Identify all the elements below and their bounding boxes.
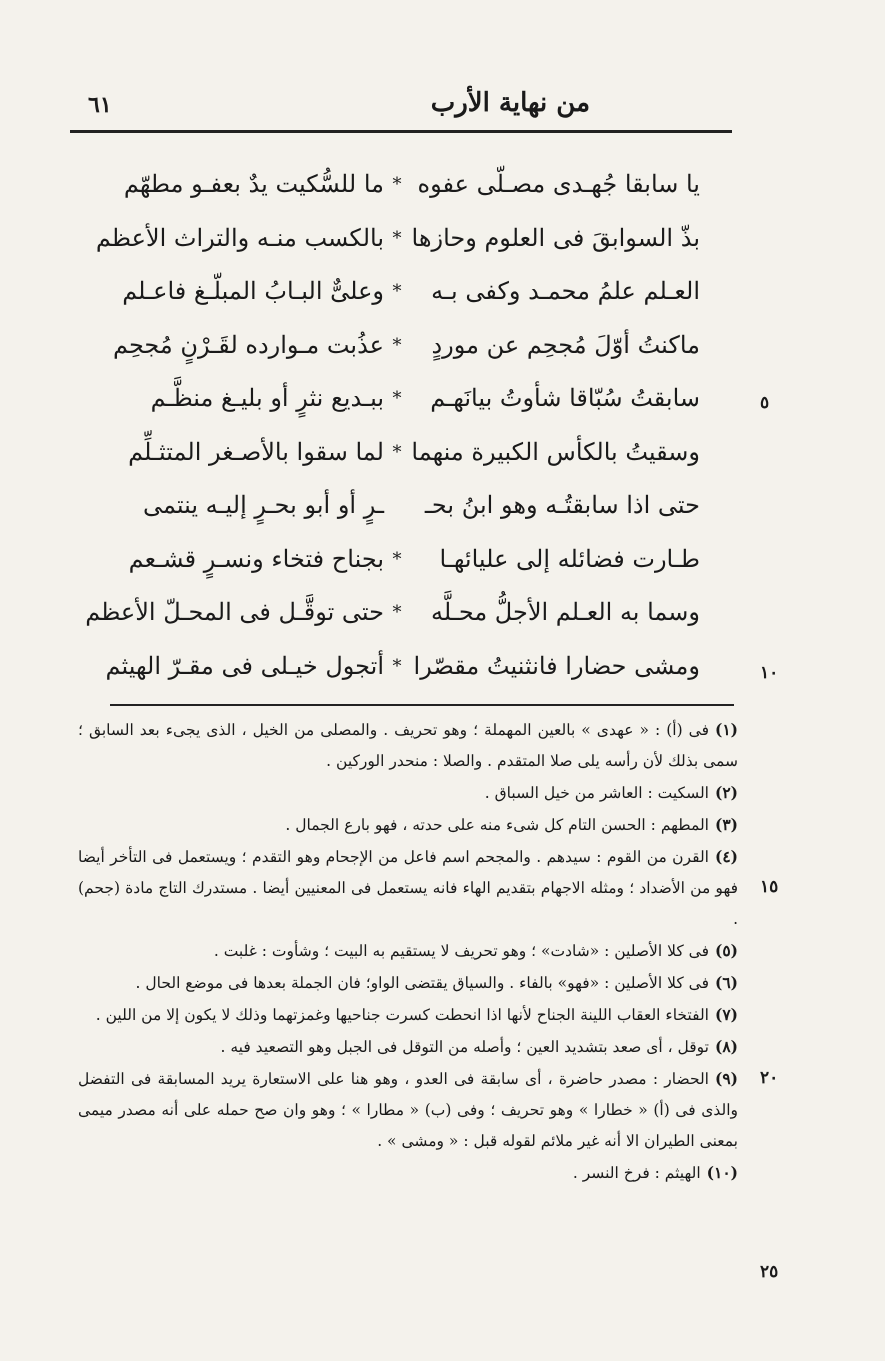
verse-first-hemistich: حتى اذا سابقتُـه وهو ابنُ بحـ [424, 491, 700, 519]
page-number: ٦١ [88, 92, 112, 118]
verse [100, 311, 700, 365]
page-header [70, 88, 730, 128]
footnote-text: الفتخاء العقاب اللينة الجناح لأنها اذا انحطت كسرت جناحيها وغمزتهما وذلك لا يكون إلا من اللين . [95, 1006, 709, 1024]
verse-first-hemistich: ماكنتُ أوّلَ مُجحِم عن موردٍ [431, 330, 700, 359]
footnote-number: (٥) [714, 941, 738, 960]
footnote-number: (١) [714, 720, 738, 739]
verse-separator: * [392, 441, 402, 463]
verse-second-hemistich: بجناح فتخاء ونسـرٍ قشـعم [128, 544, 384, 573]
footnote-text: السكيت : العاشر من خيل السباق . [484, 784, 709, 802]
verse-second-hemistich: أتجول خيـلى فى مقـرّ الهيثم [105, 651, 384, 680]
footnote [78, 999, 738, 1031]
footnote-number: (٦) [714, 973, 738, 992]
footnote-number: (٩) [714, 1069, 738, 1088]
verse-second-hemistich: حتى توقَّـل فى المحـلّ الأعظم [85, 598, 384, 626]
footnote [78, 967, 738, 999]
footnote-text: فى كلا الأصلين : «فهو» بالفاء . والسياق يقتضى الواو؛ فان الجملة بعدها فى موضع الحال . [135, 974, 709, 992]
verse-first-hemistich: يا سابقا جُهـدى مصـلّى عفوه [417, 170, 700, 198]
verse-second-hemistich: ببـديع نثرٍ أو بليـغ منظَّـم [150, 384, 384, 412]
footnote [78, 777, 738, 809]
verse [100, 364, 700, 418]
verse-separator: * [392, 281, 402, 302]
footnote [78, 714, 738, 777]
verse-first-hemistich: وسقيتُ بالكأس الكبيرة منهما [411, 437, 700, 466]
verse-first-hemistich: ومشى حضارا فانثنيتُ مقصّرا [413, 651, 700, 680]
footnote-text: فى (أ) : « عهدى » بالعين المهملة ؛ وهو تحريف . والمصلى من الخيل ، الذى يجىء بعد السابق ؛ سمى بذلك لأن رأسه يلى صلا المتقدم . والصلا : منحدر الوركين . [78, 721, 738, 770]
footnote [78, 935, 738, 967]
verse-separator: * [392, 602, 402, 623]
footnote-text: المطهم : الحسن التام كل شىء منه على حدته ، فهو بارع الجمال . [285, 816, 709, 834]
verse-first-hemistich: سابقتُ سُبّاقا شأوتُ بيانَهـم [430, 384, 700, 412]
verse [85, 578, 700, 632]
footnote-text: توقل ، أى صعد بتشديد العين ؛ وأصله من التوقل فى الجبل وهو التصعيد فيه . [220, 1038, 709, 1056]
verse-separator: * [392, 227, 402, 249]
line-number: ٥ [760, 393, 770, 413]
verse-first-hemistich: بذّ السوابقَ فى العلوم وحازها [411, 223, 700, 252]
poem [85, 150, 700, 685]
footnote-number: (٢) [714, 783, 738, 802]
line-number: ٢٠ [760, 1068, 779, 1088]
verse-second-hemistich: وعلىٌّ البـابُ المبلّـغ فاعـلم [122, 277, 384, 305]
verse-first-hemistich: وسما به العـلم الأجلُّ محـلَّه [430, 598, 700, 626]
verse [100, 632, 700, 686]
footnote-number: (٤) [714, 847, 738, 866]
verse [100, 150, 700, 204]
verse-separator: * [392, 334, 402, 356]
running-title: من نهاية الأرب [430, 88, 590, 118]
footnote-text: القرن من القوم : سيدهم . والمجحم اسم فاعل من الإجحام وهو التقدم ؛ ويستعمل فى التأخر أيضا فهو من الأضداد ؛ ومثله الاجهام بتقديم الهاء فانه يستعمل فى المعنيين أيضا . مستدرك التاج مادة (جحم) . [78, 848, 738, 928]
footnote-rule [110, 704, 734, 706]
verse-separator: * [392, 655, 402, 677]
footnote-number: (٧) [714, 1005, 738, 1024]
verse-separator: * [392, 174, 402, 195]
line-number: ١٥ [760, 877, 779, 897]
verse [100, 525, 700, 579]
verse [100, 471, 700, 525]
footnote-text: فى كلا الأصلين : «شادت» ؛ وهو تحريف لا يستقيم به البيت ؛ وشأوت : غلبت . [213, 942, 709, 960]
footnote [78, 841, 738, 935]
verse-second-hemistich: لما سقوا بالأصـغر المتثـلِّم [128, 437, 384, 466]
line-number: ١٠ [760, 663, 779, 683]
footnote-text: الحضار : مصدر حاضرة ، أى سابقة فى العدو ، وهو هنا على الاستعارة يريد المسابقة فى التفضل والذى فى (أ) « خطارا » وهو تحريف ؛ وفى (ب) « مطارا » ؛ وهو وان صح حمله على أنه مصدر ميمى بمعنى الطيران الا أنه غير ملائم لقوله قبل : « ومشى » . [78, 1070, 738, 1150]
verse [100, 418, 700, 472]
verse-second-hemistich: ما للسُّكيت يدٌ بعفـو مطهّم [123, 170, 384, 198]
footnote [78, 809, 738, 841]
verse [95, 204, 700, 258]
verse-first-hemistich: العـلم علمُ محمـد وكفى بـه [431, 277, 700, 305]
footnote-number: (١٠) [706, 1163, 738, 1182]
footnote [78, 1031, 738, 1063]
verse-separator: * [392, 548, 402, 570]
footnote-number: (٨) [714, 1037, 738, 1056]
verse-second-hemistich: عذُبت مـوارده لقَـرْنٍ مُجحِم [112, 330, 384, 359]
footnote [78, 1063, 738, 1157]
footnote-number: (٣) [714, 815, 738, 834]
footnote-text: الهيثم : فرخ النسر . [572, 1164, 701, 1182]
line-number: ٢٥ [760, 1262, 779, 1282]
footnotes [78, 714, 738, 1189]
verse-second-hemistich: بالكسب منـه والتراث الأعظم [95, 223, 384, 252]
header-rule [70, 130, 732, 133]
verse-first-hemistich: طـارت فضائله إلى عليائهـا [439, 544, 700, 573]
footnote [78, 1157, 738, 1189]
verse [100, 257, 700, 311]
verse-second-hemistich: ـرٍ أو أبو بحـرٍ إليـه ينتمى [142, 491, 384, 519]
verse-separator: * [392, 388, 402, 409]
